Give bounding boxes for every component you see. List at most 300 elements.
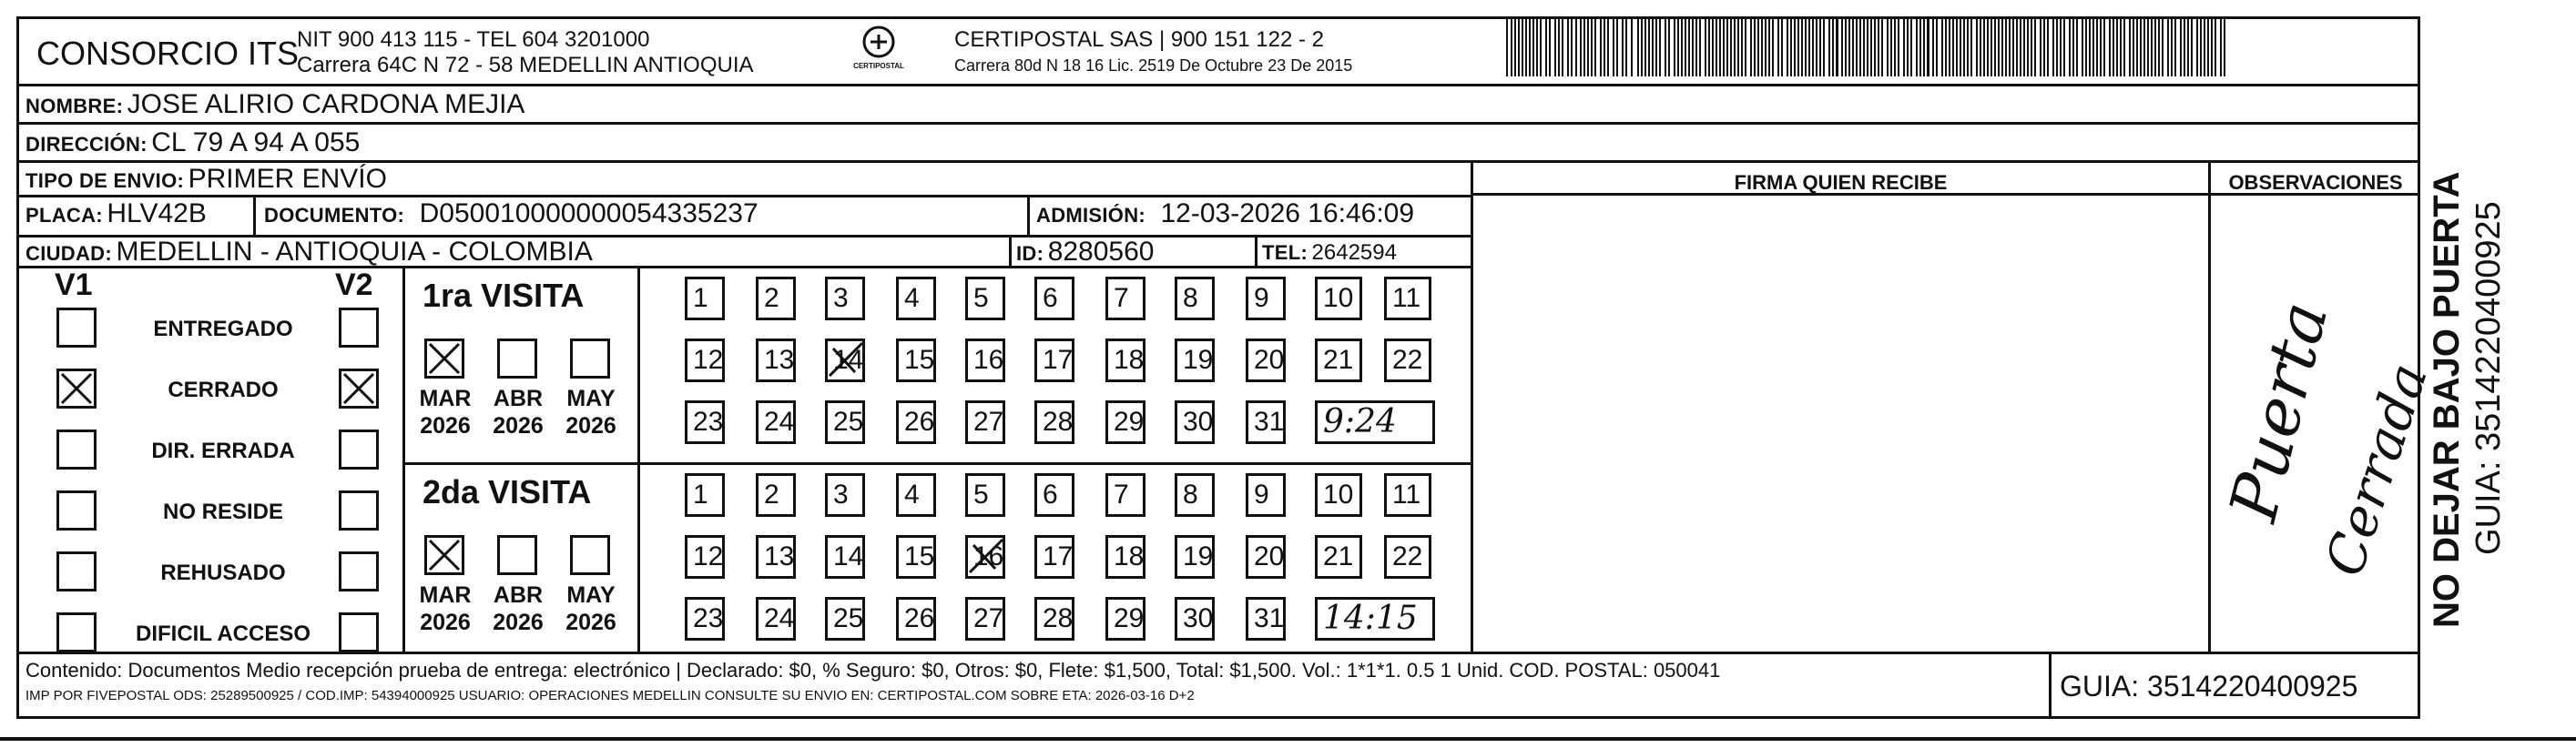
day-box[interactable] (965, 597, 1005, 641)
barcode-bar (1750, 16, 1752, 76)
barcode-bar (1745, 16, 1746, 76)
day-box[interactable] (685, 473, 725, 517)
day-number: 25 (833, 603, 864, 633)
barcode-bar (1856, 16, 1858, 76)
day-box[interactable] (896, 400, 936, 444)
barcode-bar (2204, 16, 2205, 76)
barcode-bar (1583, 16, 1585, 76)
day-box[interactable] (1034, 597, 1074, 641)
day-box[interactable] (1105, 277, 1145, 320)
status-option-label: NO RESIDE (162, 500, 284, 524)
day-box[interactable] (965, 535, 1005, 579)
barcode-bar (1705, 16, 1706, 76)
barcode-bar (1677, 16, 1679, 76)
barcode-icon (1502, 15, 2233, 78)
barcode-bar (1841, 16, 1843, 76)
barcode-bar (1932, 16, 1934, 76)
tel-label: TEL: (1262, 241, 1308, 264)
barcode-bar (1540, 16, 1542, 76)
barcode-bar (1549, 16, 1551, 76)
barcode-bar (1836, 16, 1838, 76)
day-number: 25 (833, 407, 864, 437)
barcode-bar (2133, 16, 2134, 76)
day-box[interactable] (1384, 535, 1431, 579)
barcode-bar (2224, 16, 2225, 76)
barcode-bar (1529, 16, 1531, 76)
day-number: 2 (764, 480, 779, 510)
barcode-bar (1688, 16, 1690, 76)
barcode-bar (1695, 16, 1697, 76)
placa-row (25, 198, 207, 229)
barcode-bar (2016, 16, 2018, 76)
month-checkbox[interactable] (570, 535, 610, 575)
barcode-bar (1754, 16, 1756, 76)
month-year: 2026 (565, 610, 616, 635)
barcode-bar (2076, 16, 2078, 76)
barcode-bar (1567, 16, 1569, 76)
day-box[interactable] (1246, 400, 1286, 444)
admision-label: ADMISIÓN: (1036, 204, 1146, 227)
barcode-bar (1790, 16, 1792, 76)
day-number: 31 (1254, 603, 1285, 633)
day-number: 28 (1043, 407, 1074, 437)
barcode-bar (1852, 16, 1854, 76)
barcode-bar (1890, 16, 1892, 76)
barcode-bar (2151, 16, 2153, 76)
day-number: 28 (1043, 603, 1074, 633)
barcode-bar (2140, 16, 2142, 76)
barcode-bar (1699, 16, 1701, 76)
x-mark-icon (427, 341, 462, 376)
day-number: 19 (1183, 345, 1214, 375)
barcode-bar (1737, 16, 1739, 76)
day-box[interactable] (1246, 339, 1286, 382)
barcode-bar (1665, 16, 1666, 76)
day-number: 11 (1392, 480, 1421, 510)
barcode-bar (1859, 16, 1861, 76)
status-option-label: DIR. ERRADA (151, 439, 295, 463)
day-number: 22 (1392, 541, 1423, 571)
barcode-bar (1936, 16, 1938, 76)
barcode-bar (1681, 16, 1683, 76)
barcode-bar (1878, 16, 1879, 76)
barcode-bar (1777, 16, 1779, 76)
id-label: ID: (1016, 242, 1044, 265)
barcode-bar (1787, 16, 1788, 76)
day-number: 8 (1183, 283, 1198, 313)
day-box[interactable] (965, 277, 1005, 320)
barcode-bar (1828, 16, 1830, 76)
day-box[interactable] (1175, 535, 1215, 579)
tipo-row (25, 164, 387, 195)
barcode-bar (2215, 16, 2216, 76)
barcode-bar (1522, 16, 1523, 76)
company-address: Carrera 64C N 72 - 58 MEDELLIN ANTIOQUIA (297, 53, 754, 77)
barcode-bar (1734, 16, 1736, 76)
barcode-bar (1631, 16, 1633, 76)
day-number: 9 (1254, 283, 1269, 313)
barcode-bar (1616, 16, 1618, 76)
month-checkbox[interactable] (424, 339, 464, 379)
day-number: 3 (833, 283, 849, 313)
day-number: 17 (1043, 345, 1074, 375)
day-number: 29 (1114, 407, 1145, 437)
barcode-bar (1823, 16, 1825, 76)
barcode-bar (1980, 16, 1981, 76)
day-box[interactable] (825, 339, 865, 382)
day-box[interactable] (896, 277, 936, 320)
barcode-bar (1963, 16, 1965, 76)
barcode-bar (1794, 16, 1796, 76)
day-number: 14 (833, 345, 864, 375)
day-number: 6 (1043, 283, 1058, 313)
barcode-bar (1518, 16, 1520, 76)
barcode-bar (1832, 16, 1834, 76)
barcode-bar (2220, 16, 2222, 76)
day-box[interactable] (1315, 535, 1362, 579)
barcode-bar (1562, 16, 1563, 76)
day-number: 31 (1254, 407, 1285, 437)
barcode-bar (1622, 16, 1624, 76)
barcode-bar (1757, 16, 1759, 76)
barcode-bar (1761, 16, 1763, 76)
barcode-bar (1659, 16, 1661, 76)
month-year: 2026 (493, 413, 544, 439)
ciudad-label: CIUDAD: (25, 242, 112, 265)
day-number: 15 (904, 541, 935, 571)
logo-icon (847, 24, 911, 78)
handwritten-observation-2: Cerrada (2313, 356, 2439, 584)
day-number: 22 (1392, 345, 1423, 375)
barcode-bar (1768, 16, 1770, 76)
day-box[interactable] (1384, 277, 1431, 320)
day-number: 24 (764, 407, 795, 437)
placa-value: HLV42B (107, 198, 207, 228)
barcode-bar (1910, 16, 1912, 76)
footer-contenido: Contenido: Documentos Medio recepción prueba de entrega: electrónico | Declarado: $0, % Seguro: $0, Otros: $0, Flete: $1,500, Total: $1,500. Vol.: 1*1*1. 0.5 1 Unid. COD. POSTAL: 050041 (25, 659, 1721, 682)
day-box[interactable] (1034, 473, 1074, 517)
day-number: 13 (764, 345, 795, 375)
barcode-bar (1898, 16, 1899, 76)
barcode-bar (2040, 16, 2041, 76)
day-box[interactable] (1034, 277, 1074, 320)
day-box[interactable] (825, 277, 865, 320)
barcode-bar (1730, 16, 1732, 76)
month-year: 2026 (493, 610, 544, 635)
barcode-bar (1644, 16, 1646, 76)
barcode-bar (1600, 16, 1602, 76)
barcode-bar (1613, 16, 1614, 76)
day-box[interactable] (1034, 535, 1074, 579)
barcode-bar (1674, 16, 1675, 76)
day-box[interactable] (685, 277, 725, 320)
barcode-bar (1941, 16, 1943, 76)
day-box[interactable] (965, 339, 1005, 382)
no-dejar-bajo-puerta: NO DEJAR BAJO PUERTA (2427, 171, 2467, 628)
month-year: 2026 (565, 413, 616, 439)
barcode-bar (1797, 16, 1799, 76)
month-checkbox[interactable] (497, 339, 537, 379)
day-box[interactable] (1315, 339, 1362, 382)
month-year: 2026 (420, 413, 471, 439)
day-number: 12 (693, 541, 724, 571)
day-box[interactable] (1034, 339, 1074, 382)
day-box[interactable] (756, 535, 796, 579)
day-box[interactable] (756, 339, 796, 382)
barcode-bar (1685, 16, 1686, 76)
day-number: 14 (833, 541, 864, 571)
month-label: ABR (493, 386, 544, 411)
day-box[interactable] (1105, 473, 1145, 517)
barcode-bar (1580, 16, 1582, 76)
barcode-bar (1692, 16, 1694, 76)
barcode-bar (1991, 16, 1992, 76)
day-number: 24 (764, 603, 795, 633)
company-nit: NIT 900 413 115 - TEL 604 3201000 (297, 27, 650, 52)
day-box[interactable] (756, 277, 796, 320)
barcode-bar (1525, 16, 1527, 76)
month-checkbox[interactable] (497, 535, 537, 575)
visit-title: 1ra VISITA (423, 277, 585, 314)
barcode-bar (2082, 16, 2083, 76)
barcode-bar (1594, 16, 1596, 76)
barcode-bar (1848, 16, 1850, 76)
documento-label: DOCUMENTO: (264, 204, 405, 227)
visit-time-box[interactable] (1315, 400, 1435, 444)
tipo-label: TIPO DE ENVIO: (25, 169, 185, 192)
day-box[interactable] (965, 400, 1005, 444)
barcode-bar (2060, 16, 2062, 76)
day-box[interactable] (756, 597, 796, 641)
barcode-bar (2207, 16, 2209, 76)
ciudad-value: MEDELLIN - ANTIOQUIA - COLOMBIA (116, 237, 593, 267)
barcode-bar (2031, 16, 2032, 76)
firma-header: FIRMA QUIEN RECIBE (1734, 171, 1948, 194)
barcode-bar (2184, 16, 2185, 76)
day-number: 29 (1114, 603, 1145, 633)
day-box[interactable] (1175, 277, 1215, 320)
day-number: 26 (904, 407, 935, 437)
barcode-bar (2034, 16, 2036, 76)
barcode-bar (2089, 16, 2091, 76)
barcode-bar (2162, 16, 2164, 76)
day-number: 21 (1323, 541, 1354, 571)
day-box[interactable] (896, 473, 936, 517)
barcode-bar (1907, 16, 1909, 76)
day-box[interactable] (825, 400, 865, 444)
day-box[interactable] (1175, 597, 1215, 641)
day-number: 30 (1183, 603, 1214, 633)
barcode-bar (1845, 16, 1847, 76)
day-box[interactable] (685, 400, 725, 444)
month-checkbox[interactable] (424, 535, 464, 575)
visit-time: 14:15 (1323, 600, 1418, 637)
day-number: 3 (833, 480, 849, 510)
barcode-bar (2047, 16, 2049, 76)
direccion-row (25, 127, 360, 158)
barcode-bar (2096, 16, 2098, 76)
day-box[interactable] (825, 535, 865, 579)
day-box[interactable] (756, 400, 796, 444)
day-box[interactable] (1105, 535, 1145, 579)
day-strike-icon (828, 341, 864, 378)
day-box[interactable] (1105, 597, 1145, 641)
barcode-bar (2020, 16, 2021, 76)
day-box[interactable] (1034, 400, 1074, 444)
direccion-label: DIRECCIÓN: (25, 133, 148, 156)
day-box[interactable] (1315, 473, 1362, 517)
barcode-bar (1903, 16, 1905, 76)
barcode-bar (1956, 16, 1958, 76)
barcode-bar (1591, 16, 1593, 76)
day-box[interactable] (965, 473, 1005, 517)
barcode-bar (1668, 16, 1670, 76)
barcode-bar (2200, 16, 2202, 76)
month-checkbox[interactable] (570, 339, 610, 379)
day-number: 10 (1323, 480, 1354, 510)
barcode-bar (2211, 16, 2213, 76)
day-number: 19 (1183, 541, 1214, 571)
barcode-bar (1919, 16, 1921, 76)
tel-value: 2642594 (1311, 240, 1397, 265)
barcode-bar (2123, 16, 2125, 76)
month-label: MAY (566, 386, 616, 411)
day-number: 7 (1114, 283, 1129, 313)
v1-header: V1 (55, 268, 93, 302)
barcode-bar (2154, 16, 2156, 76)
barcode-bar (2136, 16, 2138, 76)
barcode-bar (1874, 16, 1876, 76)
barcode-bar (1863, 16, 1865, 76)
barcode-bar (1506, 16, 1508, 76)
day-box[interactable] (1246, 473, 1286, 517)
barcode-bar (1927, 16, 1929, 76)
day-box[interactable] (825, 473, 865, 517)
barcode-bar (1916, 16, 1918, 76)
barcode-bar (1801, 16, 1803, 76)
barcode-bar (1949, 16, 1950, 76)
barcode-bar (2056, 16, 2058, 76)
barcode-bar (2143, 16, 2145, 76)
day-box[interactable] (756, 473, 796, 517)
barcode-bar (1571, 16, 1573, 76)
barcode-bar (1772, 16, 1774, 76)
barcode-bar (1881, 16, 1883, 76)
barcode-bar (1536, 16, 1538, 76)
day-number: 26 (904, 603, 935, 633)
barcode-bar (2043, 16, 2045, 76)
barcode-bar (2180, 16, 2182, 76)
day-box[interactable] (1105, 339, 1145, 382)
day-box[interactable] (685, 597, 725, 641)
day-number: 23 (693, 603, 724, 633)
day-box[interactable] (685, 339, 725, 382)
day-box[interactable] (1246, 535, 1286, 579)
status-option-label: DIFICIL ACCESO (135, 622, 311, 646)
day-box[interactable] (896, 535, 936, 579)
nombre-row (25, 89, 524, 120)
barcode (1502, 15, 2233, 78)
barcode-bar (2120, 16, 2122, 76)
day-number: 27 (973, 603, 1004, 633)
barcode-bar (1998, 16, 2000, 76)
visit-time-box[interactable] (1315, 597, 1435, 641)
barcode-bar (1558, 16, 1560, 76)
barcode-bar (1808, 16, 1810, 76)
barcode-bar (2171, 16, 2173, 76)
barcode-bar (2196, 16, 2198, 76)
day-number: 10 (1323, 283, 1354, 313)
day-box[interactable] (1384, 473, 1431, 517)
status-option-label: REHUSADO (160, 561, 286, 585)
barcode-bar (1726, 16, 1728, 76)
day-number: 16 (973, 541, 1004, 571)
barcode-bar (2116, 16, 2118, 76)
documento-value: D050010000000054335237 (419, 198, 759, 228)
day-number: 20 (1254, 541, 1285, 571)
barcode-bar (2005, 16, 2007, 76)
day-box[interactable] (685, 535, 725, 579)
barcode-bar (2147, 16, 2149, 76)
logo-caption: CERTIPOSTAL (853, 62, 904, 70)
certipostal-logo (847, 24, 911, 78)
barcode-bar (1894, 16, 1896, 76)
month-year: 2026 (420, 610, 471, 635)
barcode-bar (2001, 16, 2003, 76)
day-number: 8 (1183, 480, 1198, 510)
barcode-bar (2009, 16, 2011, 76)
barcode-bar (1652, 16, 1654, 76)
day-box[interactable] (825, 597, 865, 641)
barcode-bar (1607, 16, 1609, 76)
day-box[interactable] (1384, 339, 1431, 382)
admision-value: 12-03-2026 16:46:09 (1160, 198, 1415, 228)
day-number: 9 (1254, 480, 1269, 510)
barcode-bar (2052, 16, 2054, 76)
footer-guia: GUIA: 3514220400925 (2060, 670, 2358, 703)
barcode-bar (1887, 16, 1889, 76)
barcode-bar (2063, 16, 2065, 76)
barcode-bar (1781, 16, 1783, 76)
day-box[interactable] (896, 597, 936, 641)
barcode-bar (1641, 16, 1643, 76)
day-box[interactable] (1105, 400, 1145, 444)
day-number: 21 (1323, 345, 1354, 375)
day-box[interactable] (1315, 277, 1362, 320)
barcode-bar (1575, 16, 1577, 76)
day-box[interactable] (1175, 339, 1215, 382)
admision-cell (1036, 198, 1414, 229)
barcode-bar (2103, 16, 2105, 76)
barcode-bar (1923, 16, 1925, 76)
barcode-bar (2174, 16, 2176, 76)
barcode-bar (1952, 16, 1954, 76)
barcode-bar (1867, 16, 1868, 76)
barcode-bar (1983, 16, 1985, 76)
barcode-bar (1514, 16, 1516, 76)
day-box[interactable] (1246, 277, 1286, 320)
day-box[interactable] (1175, 473, 1215, 517)
side-guia: GUIA: 3514220400925 (2469, 201, 2508, 555)
nombre-label: NOMBRE: (25, 95, 124, 117)
day-strike-icon (968, 538, 1004, 574)
barcode-bar (1819, 16, 1821, 76)
day-number: 13 (764, 541, 795, 571)
day-box[interactable] (896, 339, 936, 382)
barcode-bar (2072, 16, 2074, 76)
day-box[interactable] (1175, 400, 1215, 444)
day-box[interactable] (1246, 597, 1286, 641)
